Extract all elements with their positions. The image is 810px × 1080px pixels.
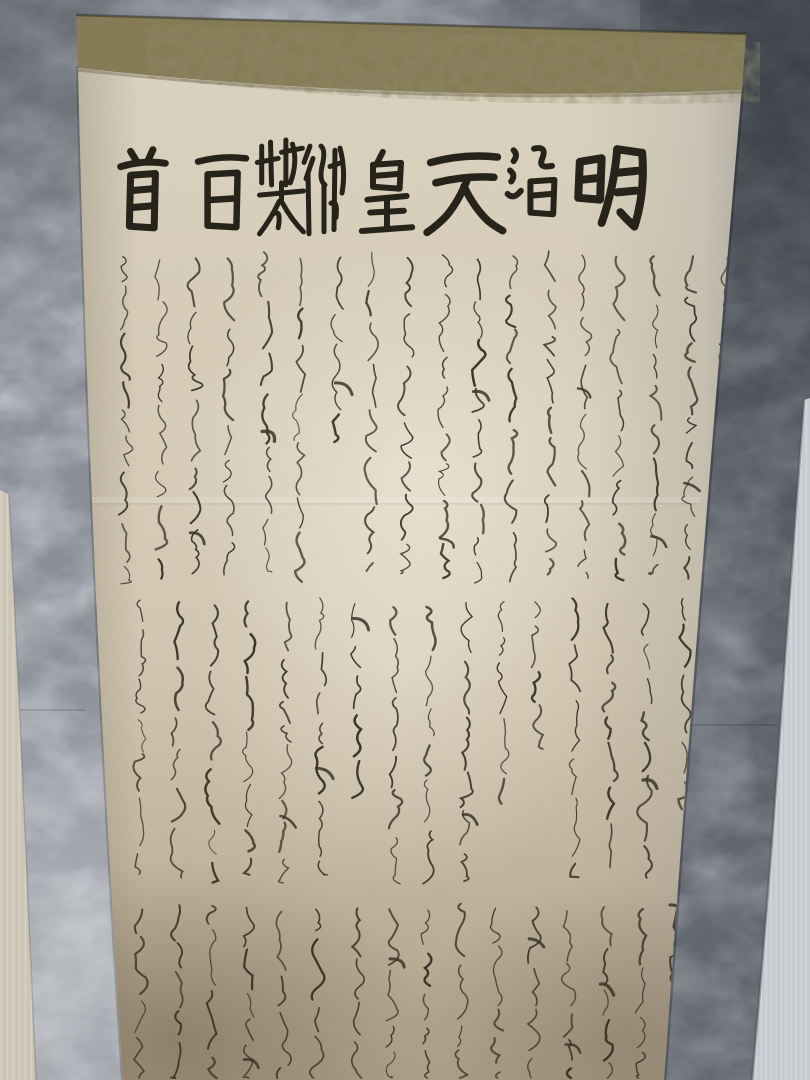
wall-seam-right	[688, 724, 778, 726]
paper-crease-highlight	[80, 497, 700, 503]
paper-crease-line	[80, 503, 700, 505]
